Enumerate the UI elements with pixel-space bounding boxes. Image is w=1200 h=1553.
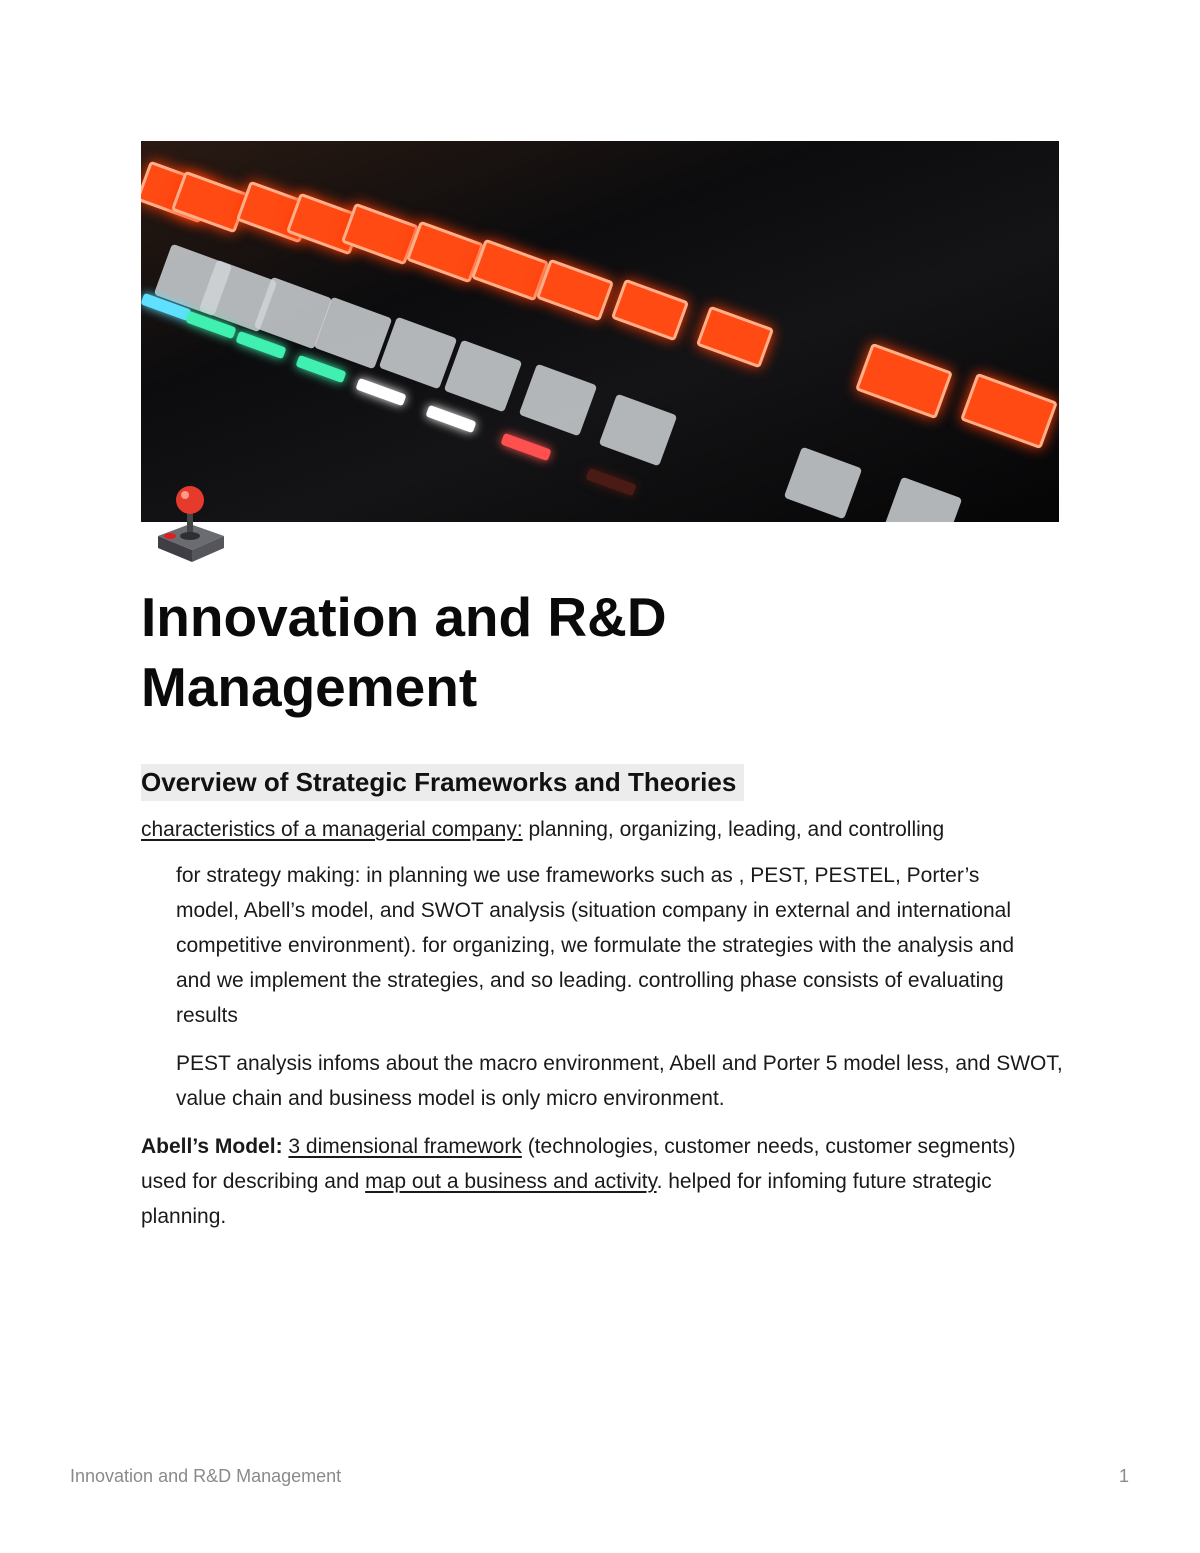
on-button-graphic: [960, 373, 1058, 449]
paragraph-characteristics: [141, 812, 1071, 847]
on-button-graphic: [536, 259, 614, 322]
bold-term: Abell’s Model:: [141, 1135, 283, 1158]
lcd-display-graphic: [519, 364, 598, 437]
section-heading: Overview of Strategic Frameworks and Theories: [141, 764, 744, 801]
page-title: [141, 582, 667, 722]
paragraph-text: (technologies, customer needs, customer segments) used for describing and: [141, 1135, 1016, 1193]
led-strip-graphic: [585, 468, 636, 496]
lcd-display-graphic: [599, 394, 678, 467]
on-button-graphic: [611, 279, 689, 342]
paragraph-abell: [141, 1129, 1066, 1234]
underlined-term: 3 dimensional framework: [288, 1135, 522, 1158]
title-line-1: Innovation and R&D: [141, 586, 667, 648]
paragraph-text: planning, organizing, leading, and controlling: [522, 818, 945, 841]
lcd-display-graphic: [784, 447, 863, 520]
joystick-icon: [152, 484, 228, 566]
on-button-graphic: [696, 306, 774, 369]
footer-title: Innovation and R&D Management: [70, 1466, 342, 1486]
footer-page-number: 1: [1118, 1466, 1129, 1486]
paragraph-pest: PEST analysis infoms about the macro environment, Abell and Porter 5 model less, and SWOT, value chain and business model is only micro environment.: [176, 1052, 1063, 1110]
led-strip-graphic: [355, 378, 406, 406]
underlined-term: map out a business and activity: [365, 1170, 657, 1193]
led-strip-graphic: [425, 405, 476, 433]
lcd-display-graphic: [884, 477, 963, 522]
on-button-graphic: [171, 171, 249, 234]
lcd-display-graphic: [444, 340, 523, 413]
lcd-display-graphic: [379, 317, 458, 390]
led-strip-graphic: [295, 355, 346, 383]
on-button-graphic: [855, 343, 953, 419]
paragraph-strategy-making: for strategy making: in planning we use frameworks such as , PEST, PESTEL, Porter’s model, Abell’s model, and SWOT analysis (situation company in external and international competitive environment). for organizing, we formulate the strategies with the analysis and and we implement the strategies, and so leading. controlling phase consists of evaluating results: [176, 864, 1015, 1027]
paragraph-text: . helped for infoming future strategic planning.: [141, 1170, 992, 1228]
cover-image: [141, 141, 1059, 522]
title-line-2: Management: [141, 656, 478, 718]
led-strip-graphic: [500, 433, 551, 461]
underlined-term: characteristics of a managerial company:: [141, 818, 523, 841]
